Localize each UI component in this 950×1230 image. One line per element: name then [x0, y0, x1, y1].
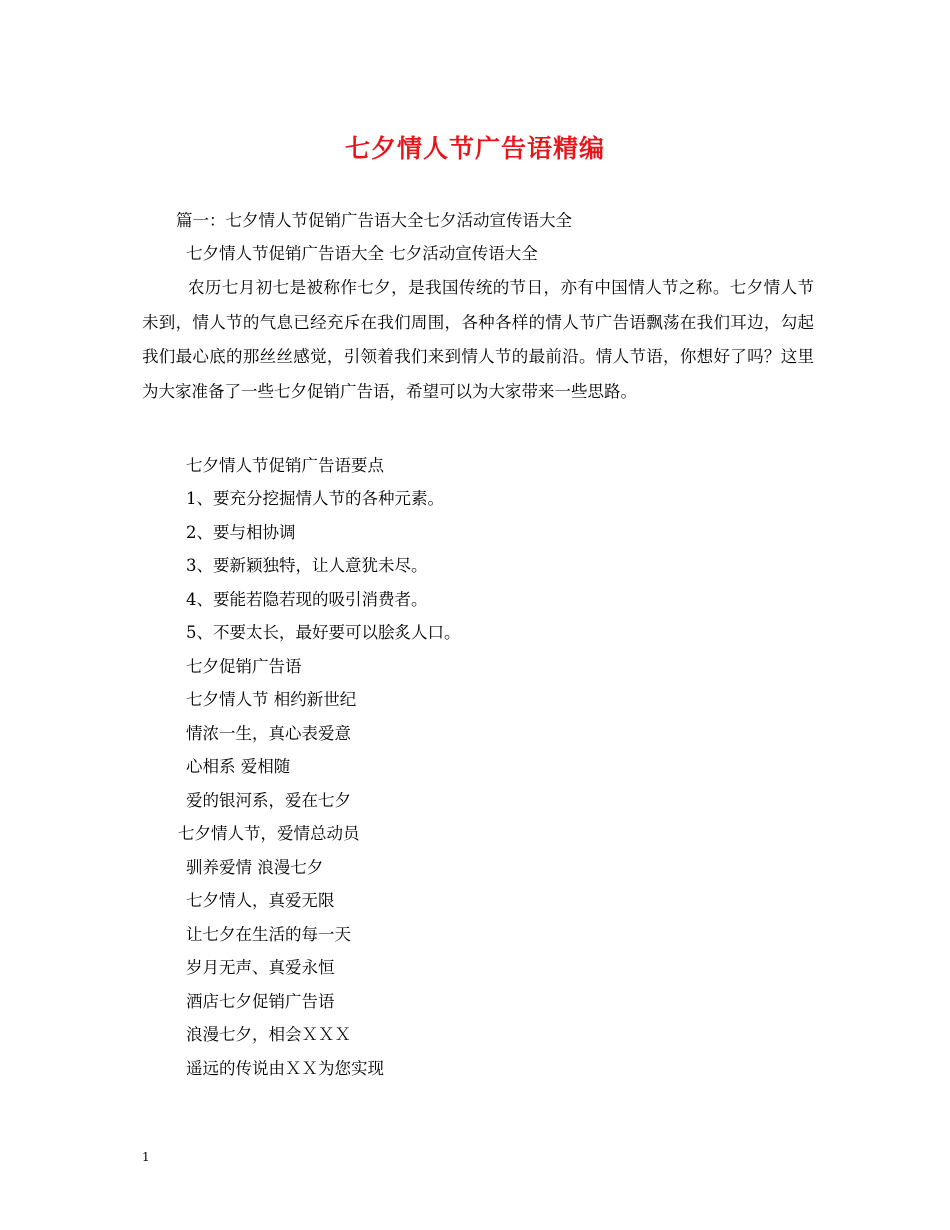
slogans-heading: 七夕促销广告语: [186, 657, 302, 676]
list-item: 1、要充分挖掘情人节的各种元素。: [186, 489, 444, 508]
slogan-line: 岁月无声、真爱永恒: [186, 958, 335, 977]
intro-paragraph: 农历七月初七是被称作七夕，是我国传统的节日，亦有中国情人节之称。七夕情人节未到，情人节的气息已经充斥在我们周围，各种各样的情人节广告语飘荡在我们耳边，勾起我们最心底的那丝丝感觉，引领着我们来到情人节的最前沿。情人节语，你想好了吗？这里为大家准备了一些七夕促销广告语，希望可以为大家带来一些思路。: [142, 278, 814, 401]
list-item: 5、不要太长，最好要可以脍炙人口。: [186, 623, 461, 642]
slogan-line: 情浓一生，真心表爱意: [186, 724, 351, 743]
document-title: 七夕情人节广告语精编: [344, 134, 605, 163]
page-number: 1: [142, 1150, 150, 1164]
slogan-line: 让七夕在生活的每一天: [186, 925, 351, 944]
slogan-line: 七夕情人，真爱无限: [186, 891, 335, 910]
slogan-line: 浪漫七夕，相会ＸＸＸ: [186, 1025, 351, 1044]
slogan-line: 心相系 爱相随: [186, 757, 291, 776]
slogan-line: 遥远的传说由ＸＸ为您实现: [186, 1059, 384, 1078]
slogan-line: 七夕情人节，爱情总动员: [178, 824, 360, 843]
list-item: 4、要能若隐若现的吸引消费者。: [186, 590, 428, 609]
section-heading: 篇一：七夕情人节促销广告语大全七夕活动宣传语大全: [176, 211, 572, 230]
hotel-slogans-heading: 酒店七夕促销广告语: [186, 992, 335, 1011]
points-heading: 七夕情人节促销广告语要点: [186, 456, 384, 475]
slogan-line: 驯养爱情 浪漫七夕: [186, 858, 324, 877]
list-item: 2、要与相协调: [186, 523, 296, 542]
list-item: 3、要新颖独特，让人意犹未尽。: [186, 556, 428, 575]
slogan-line: 七夕情人节 相约新世纪: [186, 690, 357, 709]
slogan-line: 爱的银河系，爱在七夕: [186, 791, 351, 810]
subheading: 七夕情人节促销广告语大全 七夕活动宣传语大全: [186, 244, 538, 263]
